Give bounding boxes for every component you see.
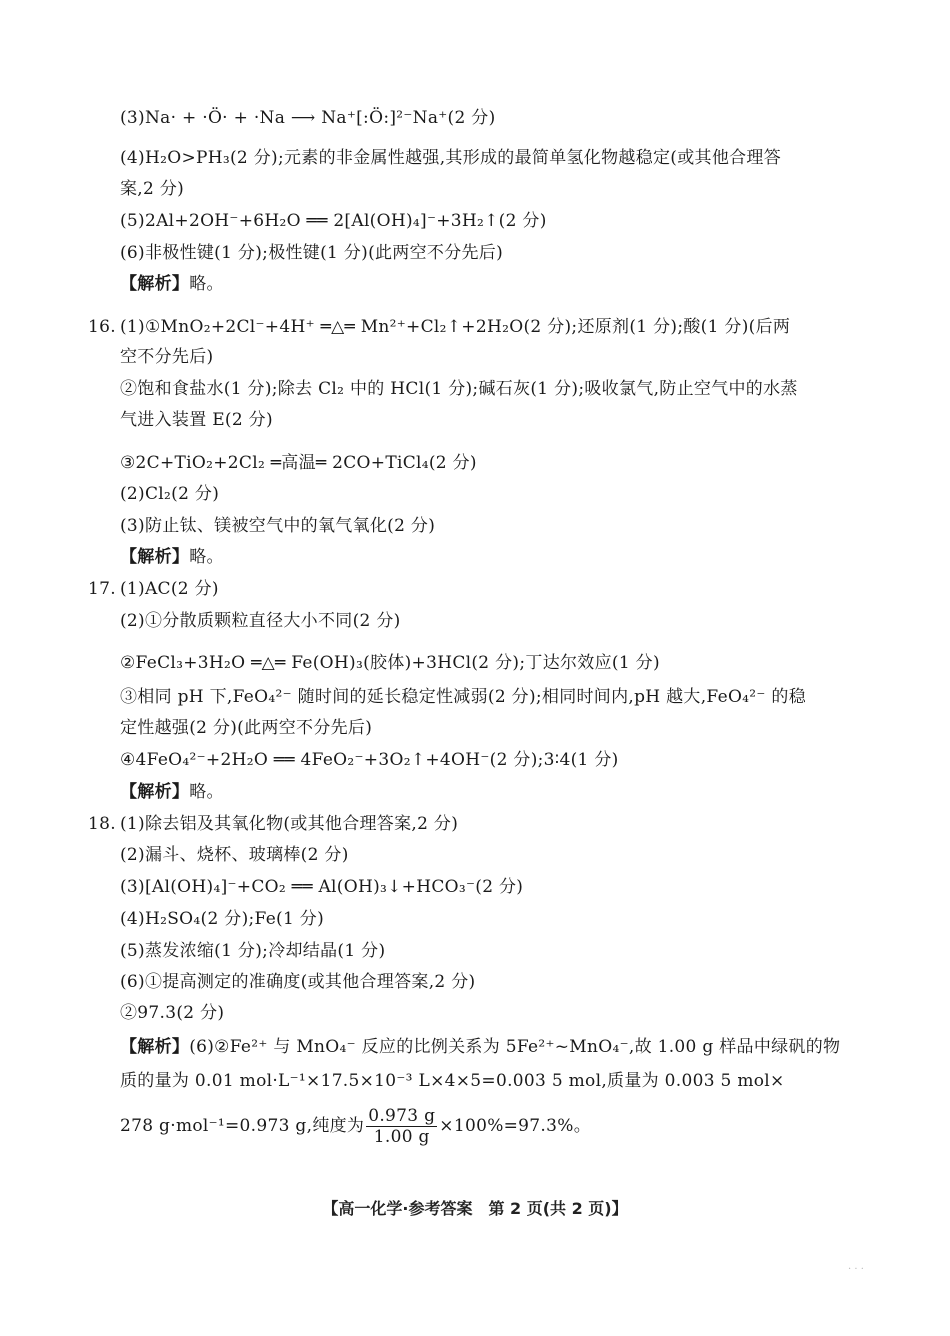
q18-6-1: (6)①提高测定的准确度(或其他合理答案,2 分) [120, 972, 476, 992]
q18-1: (1)除去铝及其氧化物(或其他合理答案,2 分) [120, 814, 459, 834]
q16-part2: (2)Cl₂(2 分) [120, 484, 220, 504]
q18-analysis-cont: 质的量为 0.01 mol·L⁻¹×17.5×10⁻³ L×4×5=0.003 5 mol,质量为 0.003 5 mol× [120, 1071, 785, 1091]
analysis-label: 【解析】 [120, 782, 190, 802]
fraction-numerator: 0.973 g [368, 1106, 436, 1126]
q16-part3: (3)防止钛、镁被空气中的氧气氧化(2 分) [120, 516, 436, 536]
q17-analysis: 【解析】略。 [120, 782, 224, 802]
fraction-denominator: 1.00 g [373, 1127, 430, 1147]
q16-2-cont: 气进入装置 E(2 分) [120, 410, 273, 430]
q17-2-3-cont: 定性越强(2 分)(此两空不分先后) [120, 718, 373, 738]
q18-3: (3)[Al(OH)₄]⁻+CO₂ ══ Al(OH)₃↓+HCO₃⁻(2 分) [120, 877, 524, 897]
q16-2: ②饱和食盐水(1 分);除去 Cl₂ 中的 HCl(1 分);碱石灰(1 分);吸收氯气,防止空气中的水蒸 [120, 379, 798, 399]
q17-number: 17. [88, 579, 116, 599]
analysis-label: 【解析】 [120, 1037, 190, 1057]
q17-1: (1)AC(2 分) [120, 579, 219, 599]
q15-5: (5)2Al+2OH⁻+6H₂O ══ 2[Al(OH)₄]⁻+3H₂↑(2 分) [120, 211, 547, 231]
q18-2: (2)漏斗、烧杯、玻璃棒(2 分) [120, 845, 349, 865]
q17-2-3: ③相同 pH 下,FeO₄²⁻ 随时间的延长稳定性减弱(2 分);相同时间内,pH 越大,FeO₄²⁻ 的稳 [120, 687, 806, 707]
q18-analysis-purity: 278 g·mol⁻¹=0.973 g,纯度为 $\frac{0.973 g}{1.00 g}$ ×100%=97.3%。 [120, 1106, 591, 1147]
q17-2: (2)①分散质颗粒直径大小不同(2 分) [120, 611, 401, 631]
purity-fraction [366, 1106, 437, 1147]
corner-dots-icon: · · · [848, 1264, 864, 1275]
analysis-label: 【解析】 [120, 274, 190, 294]
q18-number: 18. [88, 814, 116, 834]
q18-5: (5)蒸发浓缩(1 分);冷却结晶(1 分) [120, 941, 386, 961]
q18-analysis: 【解析】(6)②Fe²⁺ 与 MnO₄⁻ 反应的比例关系为 5Fe²⁺~MnO₄⁻,故 1.00 g 样品中绿矾的物 [120, 1037, 841, 1057]
q15-4-cont: 案,2 分) [120, 179, 185, 199]
q18-6-2: ②97.3(2 分) [120, 1003, 225, 1023]
q16-number: 16. [88, 317, 116, 337]
q16-3: ③2C+TiO₂+2Cl₂ ═高温═ 2CO+TiCl₄(2 分) [120, 453, 477, 473]
q16-1: (1)①MnO₂+2Cl⁻+4H⁺ ═△═ Mn²⁺+Cl₂↑+2H₂O(2 分);还原剂(1 分);酸(1 分)(后两 [120, 317, 791, 337]
analysis-label: 【解析】 [120, 547, 190, 567]
q15-6: (6)非极性键(1 分);极性键(1 分)(此两空不分先后) [120, 243, 504, 263]
q15-analysis: 【解析】略。 [120, 274, 224, 294]
q18-4: (4)H₂SO₄(2 分);Fe(1 分) [120, 909, 325, 929]
q16-analysis: 【解析】略。 [120, 547, 224, 567]
q15-3: (3)Na· + ·Ö· + ·Na ⟶ Na⁺[:Ö:]²⁻Na⁺(2 分) [120, 108, 496, 128]
page-footer: 【高一化学·参考答案 第 2 页(共 2 页)】 [322, 1199, 628, 1218]
q15-4: (4)H₂O>PH₃(2 分);元素的非金属性越强,其形成的最简单氢化物越稳定(或其他合理答 [120, 148, 782, 168]
q17-2-2: ②FeCl₃+3H₂O ═△═ Fe(OH)₃(胶体)+3HCl(2 分);丁达尔效应(1 分) [120, 653, 660, 673]
q16-1-cont: 空不分先后) [120, 347, 214, 367]
q17-2-4: ④4FeO₄²⁻+2H₂O ══ 4FeO₂⁻+3O₂↑+4OH⁻(2 分);3∶4(1 分) [120, 750, 619, 770]
